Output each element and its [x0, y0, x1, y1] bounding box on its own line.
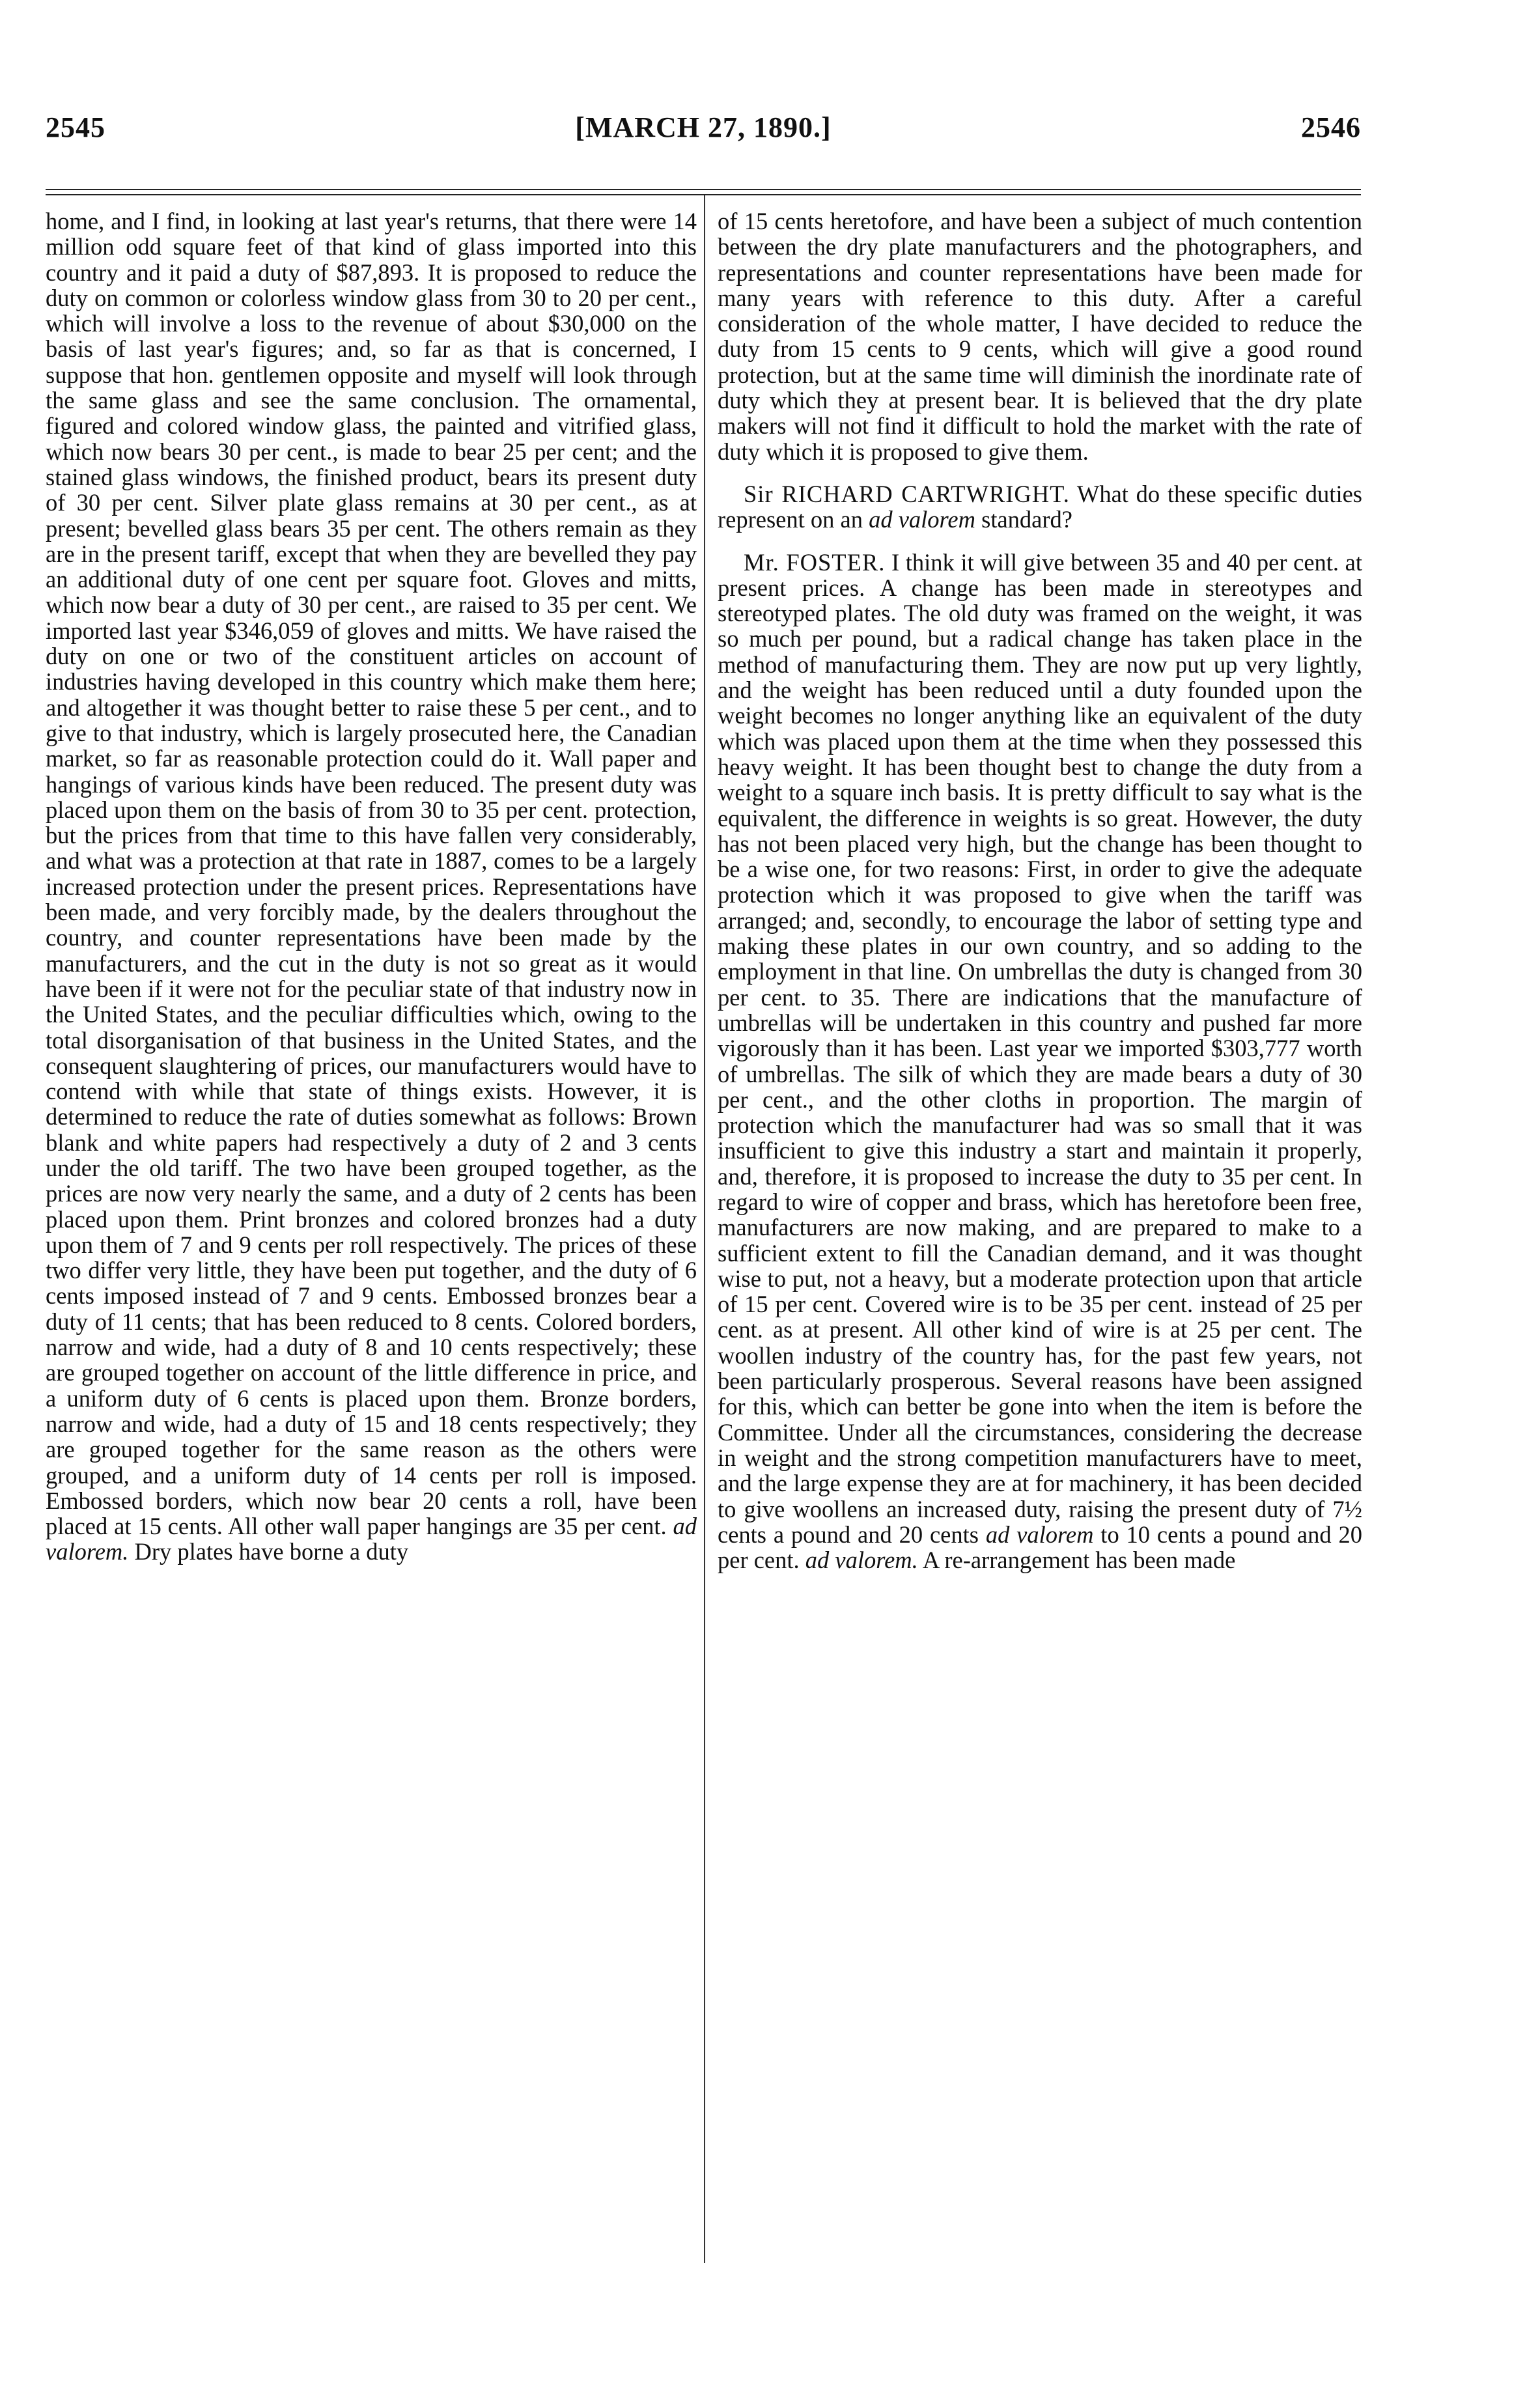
right-paragraph-1: of 15 cents heretofore, and have been a subject of much contention between the dry plate manufacturers and the photographers, and representations and counter representations have been made for many years with reference to this duty. After a careful consideration of the whole matter, I have decided to reduce the duty from 15 cents to 9 cents, which will give a good round protection, but at the same time will diminish the inordinate rate of duty which they at present bear. It is believed that the dry plate makers will not find it difficult to hold the market with the rate of duty which it is proposed to give them. — [718, 208, 1362, 465]
left-paragraph — [46, 208, 697, 1565]
foster-text-b: to 10 cents a pound and 20 per cent. — [718, 1521, 1362, 1574]
left-paragraph-tail: Dry plates have borne a duty — [134, 1538, 409, 1565]
cartwright-text-a: What do these specific duties represent on an — [718, 480, 1362, 533]
foster-answer — [718, 550, 1362, 1573]
foster-text-c: A re-arrangement has been made — [922, 1547, 1236, 1574]
foster-text-a: I think it will give between 35 and 40 per cent. at present prices. A change has been made in stereotypes and stereotyped plates. The old duty was framed on the weight, it was so much per pound, but a radical change has taken place in the method of manufacturing them. They are now put up very lightly, and the weight has been reduced until a duty founded upon the weight becomes no longer anything like an equivalent of the duty which was placed upon them at the time when they possessed this heavy weight. It has been thought best to change the duty from a weight to a square inch basis. It is pretty difficult to say what is the equivalent, the difference in weights is so great. However, the duty has not been placed very high, but the change has been thought to be a wise one, for two reasons: First, in order to give the adequate protection which it was proposed to give when the tariff was arranged; and, secondly, to encourage the labor of setting type and making these plates in our own country, and so adding to the employment in that line. On umbrellas the duty is changed from 30 per cent. to 35. There are indications that the manufacture of umbrellas will be undertaken in this country and pushed far more vigorously than it has been. Last year we imported $303,777 worth of umbrellas. The silk of which they are made bears a duty of 30 per cent., and the other cloths in proportion. The margin of protection which the manufacturer had was so small that it was insufficient to give this industry a start and maintain it properly, and, therefore, it is proposed to increase the duty to 35 per cent. In regard to wire of copper and brass, which has heretofore been free, manufacturers are now making, and are prepared to make to a sufficient extent to fill the Canadian demand, and it was thought wise to put, not a heavy, but a moderate protection upon that article of 15 per cent. Covered wire is to be 35 per cent. instead of 25 per cent. as at present. All other kind of wire is at 25 per cent. The woollen industry of the country has, for the past few years, not been particularly prosperous. Several reasons have been assigned for this, which can better be gone into when the item is before the Committee. Under all the circumstances, considering the decrease in weight and the strong competition manufacturers have to meet, and the large expense they are at for machinery, it has been decided to give woollens an increased duty, raising the present duty of 7½ cents a pound and 20 cents — [718, 548, 1362, 1548]
page-date: [MARCH 27, 1890.] — [575, 111, 832, 143]
foster-italic-1: ad valorem — [985, 1521, 1094, 1548]
header-rule-bottom — [46, 194, 1361, 195]
right-column — [718, 208, 1362, 1573]
left-ad-valorem: ad valorem. — [46, 1513, 697, 1565]
cartwright-text-b: standard? — [981, 506, 1072, 533]
header-rule-top — [46, 189, 1361, 190]
column-divider — [704, 195, 705, 2263]
cartwright-question — [718, 481, 1362, 533]
page-number-left: 2545 — [46, 111, 105, 143]
page-header — [46, 111, 1361, 150]
speaker-foster: Mr. FOSTER. — [744, 548, 886, 576]
page-number-right: 2546 — [1301, 111, 1361, 143]
speaker-cartwright: Sir RICHARD CARTWRIGHT. — [744, 480, 1070, 507]
foster-italic-2: ad valorem. — [805, 1547, 918, 1574]
cartwright-italic: ad valorem — [869, 506, 975, 533]
left-column — [46, 208, 697, 1565]
left-paragraph-text: home, and I find, in looking at last year's returns, that there were 14 million odd square feet of that kind of glass imported into this country and it paid a duty of $87,893. It is proposed to reduce the duty on common or colorless window glass from 30 to 20 per cent., which will involve a loss to the revenue of about $30,000 on the basis of last year's figures; and, so far as that is concerned, I suppose that hon. gentlemen opposite and myself will look through the same glass and see the same conclusion. The ornamental, figured and colored window glass, the painted and vitrified glass, which now bears 30 per cent., is made to bear 25 per cent; and the stained glass windows, the finished product, bears its present duty of 30 per cent. Silver plate glass remains at 30 per cent., as at present; bevelled glass bears 35 per cent. The others remain as they are in the present tariff, except that when they are bevelled they pay an additional duty of one cent per square foot. Gloves and mitts, which now bear a duty of 30 per cent., are raised to 35 per cent. We imported last year $346,059 of gloves and mitts. We have raised the duty on one or two of the constituent articles on account of industries having developed in this country which make them here; and altogether it was thought better to raise these 5 per cent., and to give to that industry, which is largely prosecuted here, the Canadian market, so far as reasonable protection could do it. Wall paper and hangings of various kinds have been reduced. The present duty was placed upon them on the basis of from 30 to 35 per cent. protection, but the prices from that time to this have fallen very considerably, and what was a protection at that rate in 1887, comes to be a largely increased protection under the present prices. Representations have been made, and very forcibly made, by the dealers throughout the country, and counter representations have been made by the manufacturers, and the cut in the duty is not so great as it would have been if it were not for the peculiar state of that industry now in the United States, and the peculiar difficulties which, owing to the total disorganisation of that business in the United States, and the consequent slaughtering of prices, our manufacturers would have to contend with while that state of things exists. However, it is determined to reduce the rate of duties somewhat as follows: Brown blank and white papers had respectively a duty of 2 and 3 cents under the old tariff. The two have been grouped together, as the prices are now very nearly the same, and a duty of 2 cents has been placed upon them. Print bronzes and colored bronzes had a duty upon them of 7 and 9 cents per roll respectively. The prices of these two differ very little, they have been put together, and the duty of 6 cents imposed instead of 7 and 9 cents. Embossed bronzes bear a duty of 11 cents; that has been reduced to 8 cents. Colored borders, narrow and wide, had a duty of 8 and 10 cents respectively; these are grouped together on account of the little difference in price, and a uniform duty of 6 cents is placed upon them. Bronze borders, narrow and wide, had a duty of 15 and 18 cents respectively; they are grouped together for the same reason as the others were grouped, and a uniform duty of 14 cents per roll is imposed. Embossed borders, which now bear 20 cents a roll, have been placed at 15 cents. All other wall paper hangings are 35 per cent. — [46, 208, 697, 1540]
